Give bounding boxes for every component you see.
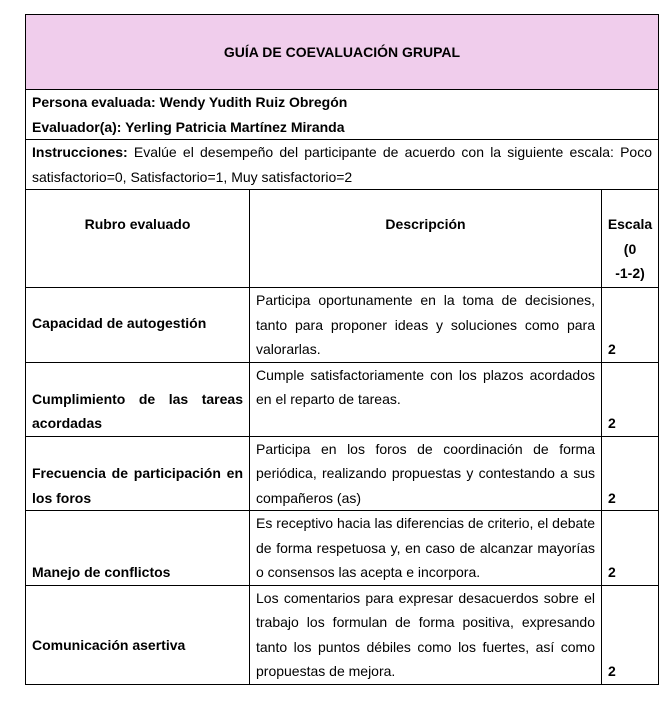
document-title: GUÍA DE COEVALUACIÓN GRUPAL [26,15,659,90]
row-rubro: Capacidad de autogestión [26,288,250,363]
row-descripcion: Participa oportunamente en la toma de decisiones, tanto para proponer ideas y soluciones como para valorarlas. [250,288,602,363]
header-escala-line3: -1-2) [615,265,645,281]
participants-row [26,90,659,140]
table-row [26,585,659,684]
row-escala: 2 [602,288,659,363]
row-rubro [26,436,250,511]
row-escala: 2 [602,511,659,586]
row-descripcion: Cumple satisfactoriamente con los plazos acordados en el reparto de tareas. [250,362,602,436]
table-row [26,436,659,511]
table-row [26,511,659,586]
row-descripcion: Los comentarios para expresar desacuerdos sobre el trabajo los formulan de forma positiva, expresando tanto los puntos débiles como los fuertes, así como propuestas de mejora. [250,585,602,684]
coevaluation-sheet [25,14,658,685]
header-escala [602,190,659,288]
instructions-row [26,140,659,190]
header-escala-line1: Escala [607,216,653,232]
evaluated-person: Persona evaluada: Wendy Yudith Ruiz Obregón [32,94,348,110]
instructions-label: Instrucciones: [32,144,128,160]
row-rubro-line2: los foros [32,489,92,506]
row-escala: 2 [602,436,659,511]
table-row [26,362,659,436]
row-rubro-line2: acordadas [32,415,103,431]
row-escala: 2 [602,362,659,436]
row-descripcion: Participa en los foros de coordinación de forma periódica, realizando propuestas y contestando a sus compañeros (as) [250,436,602,511]
table-header-row [26,190,659,288]
row-escala: 2 [602,585,659,684]
row-rubro: Manejo de conflictos [26,511,250,586]
header-rubro: Rubro evaluado [26,190,250,288]
participants-cell [26,90,659,140]
header-escala-line2: (0 [623,240,637,257]
row-rubro-line1: Cumplimiento de las tareas [32,390,243,407]
title-row [26,15,659,90]
header-descripcion: Descripción [250,190,602,288]
row-descripcion: Es receptivo hacia las diferencias de criterio, el debate de forma respetuosa y, en caso de alcanzar mayorías o consensos las acepta e incorpora. [250,511,602,586]
instructions-text: Evalúe el desempeño del participante de acuerdo con la siguiente escala: Poco satisfactorio=0, Satisfactorio=1, Muy satisfactorio=2 [32,144,653,185]
coevaluation-table [25,14,659,685]
evaluator: Evaluador(a): Yerling Patricia Martínez Miranda [32,118,345,135]
row-rubro [26,362,250,436]
row-rubro-line1: Frecuencia de participación en [32,465,243,481]
instructions-cell [26,140,659,190]
row-rubro: Comunicación asertiva [26,585,250,684]
table-row [26,288,659,363]
